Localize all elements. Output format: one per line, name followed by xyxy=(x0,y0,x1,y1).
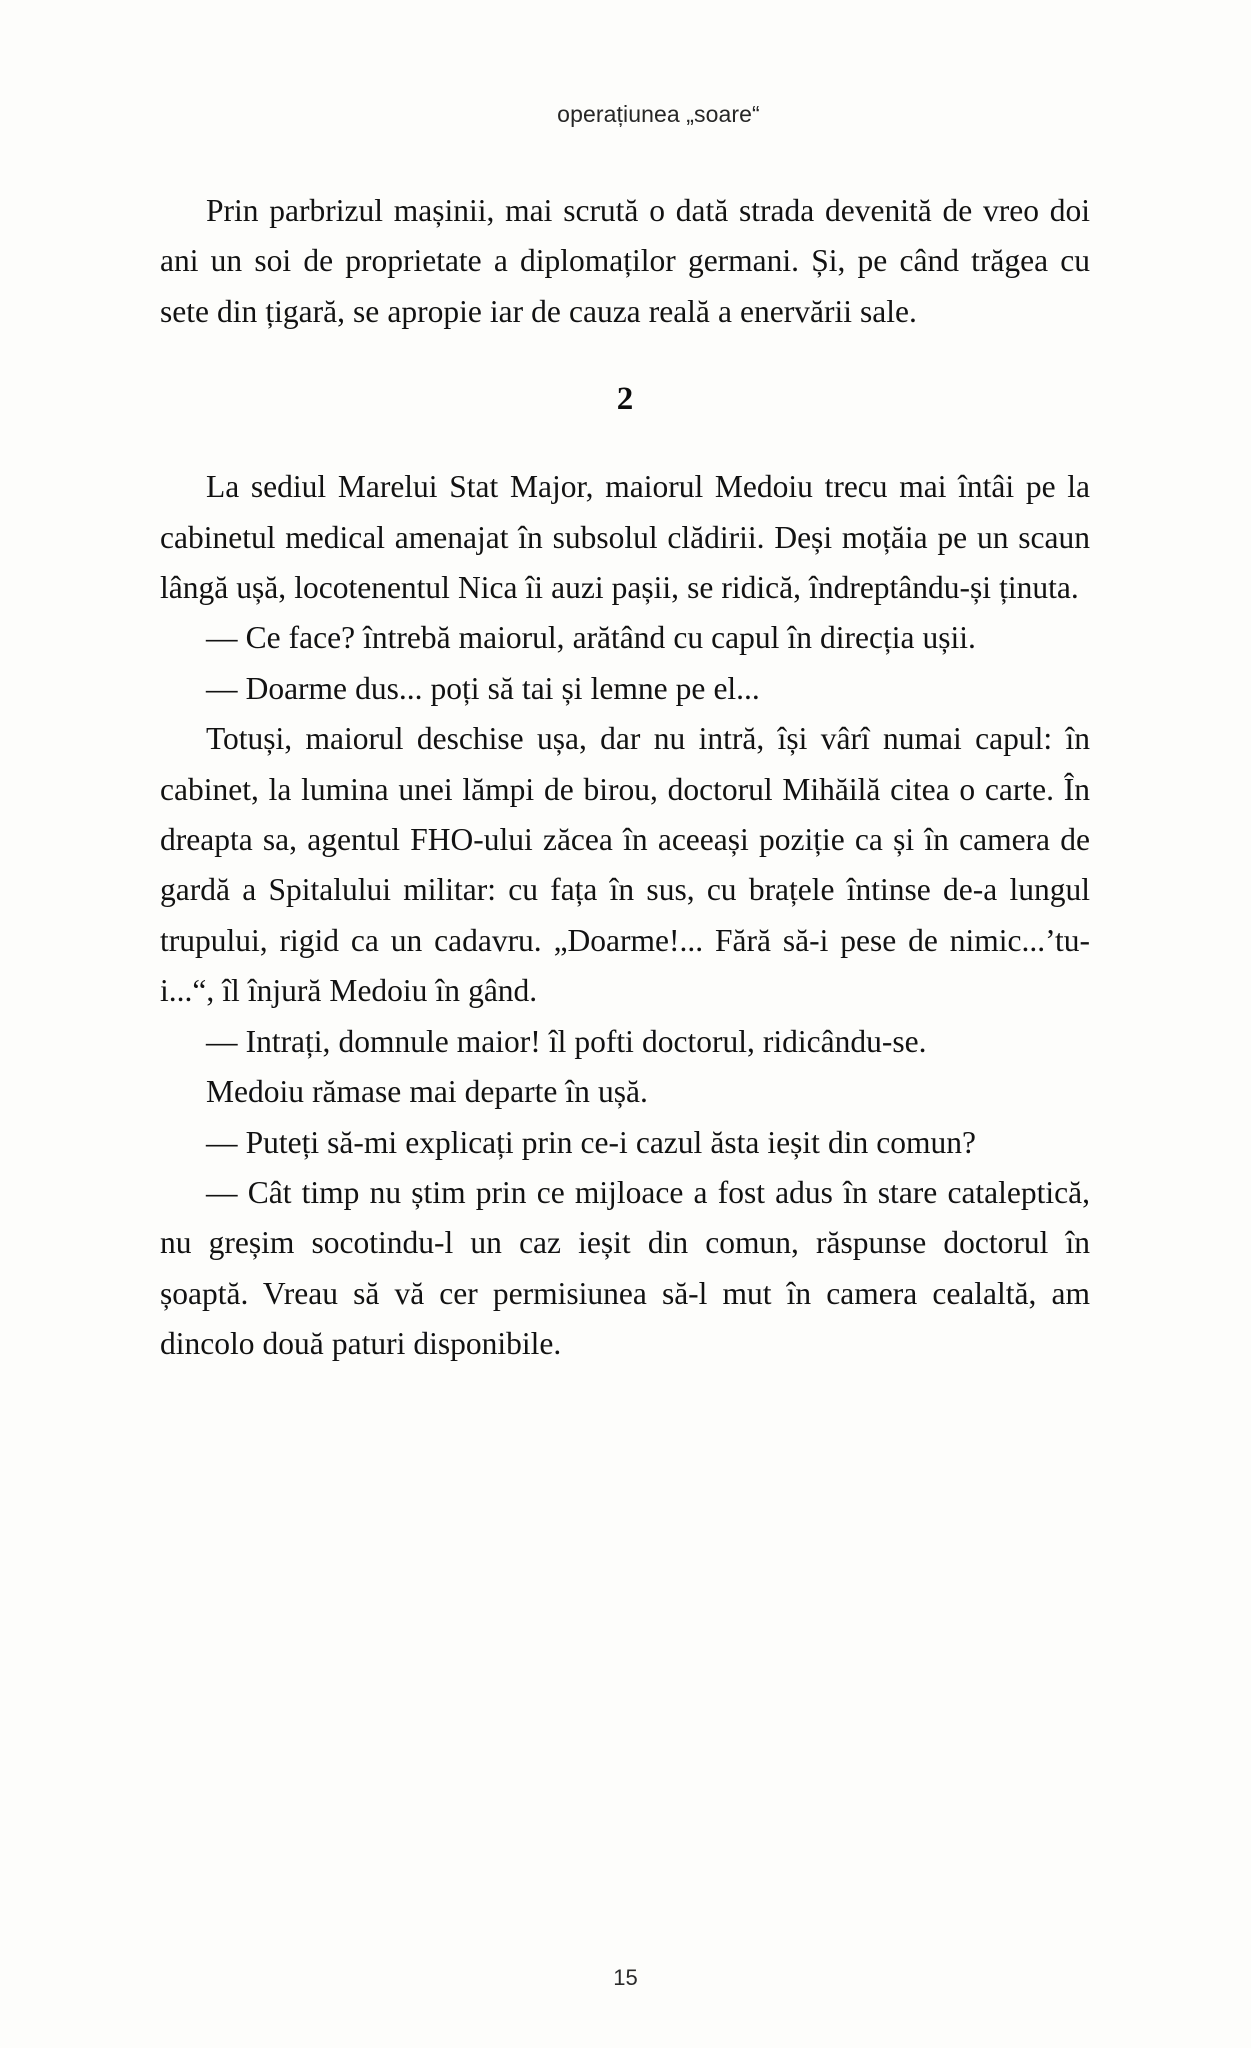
running-header: operațiunea „soare“ xyxy=(557,101,760,127)
paragraph: — Puteți să-mi explicați prin ce-i cazul ăsta ieșit din comun? xyxy=(206,1124,977,1160)
paragraph: La sediul Marelui Stat Major, maiorul Medoiu trecu mai întâi pe la cabinetul medical amenajat în subsolul clădirii. Deși moțăia pe un scaun lângă ușă, locotenentul Nica îi auzi pașii, se ridică, îndreptându-și ținuta. xyxy=(160,469,1090,606)
paragraph: — Doarme dus... poți să tai și lemne pe el... xyxy=(206,670,760,706)
chapter-number: 2 xyxy=(616,381,634,418)
paragraph: — Ce face? întrebă maiorul, arătând cu capul în direcția ușii. xyxy=(206,620,976,656)
paragraph: — Intrați, domnule maior! îl pofti doctorul, ridicându-se. xyxy=(206,1023,927,1059)
paragraph: Totuși, maiorul deschise ușa, dar nu intră, își vârî numai capul: în cabinet, la lumina unei lămpi de birou, doctorul Mihăilă citea o carte. În dreapta sa, agentul FHO-ului zăcea în aceeași poziție ca și în camera de gardă a Spitalului militar: cu fața în sus, cu brațele întinse de-a lungul trupului, rigid ca un cadavru. „Doarme!... Fără să-i pese de nimic...’tu-i...“, îl înjură Medoiu în gând. xyxy=(160,721,1090,1009)
paragraph: Medoiu rămase mai departe în ușă. xyxy=(206,1074,648,1110)
body-text-block xyxy=(160,186,1090,1370)
page-number: 15 xyxy=(613,1965,638,1990)
paragraph: Prin parbrizul mașinii, mai scrută o dată strada devenită de vreo doi ani un soi de proprietate a diplomaților germani. Și, pe când trăgea cu sete din țigară, se apropie iar de cauza reală a enervării sale. xyxy=(160,193,1090,329)
paragraph: — Cât timp nu știm prin ce mijloace a fost adus în stare cataleptică, nu greșim socotindu-l un caz ieșit din comun, răspunse doctorul în șoaptă. Vreau să vă cer permisiunea să-l mut în camera cealaltă, am dincolo două paturi disponibile. xyxy=(160,1174,1090,1362)
